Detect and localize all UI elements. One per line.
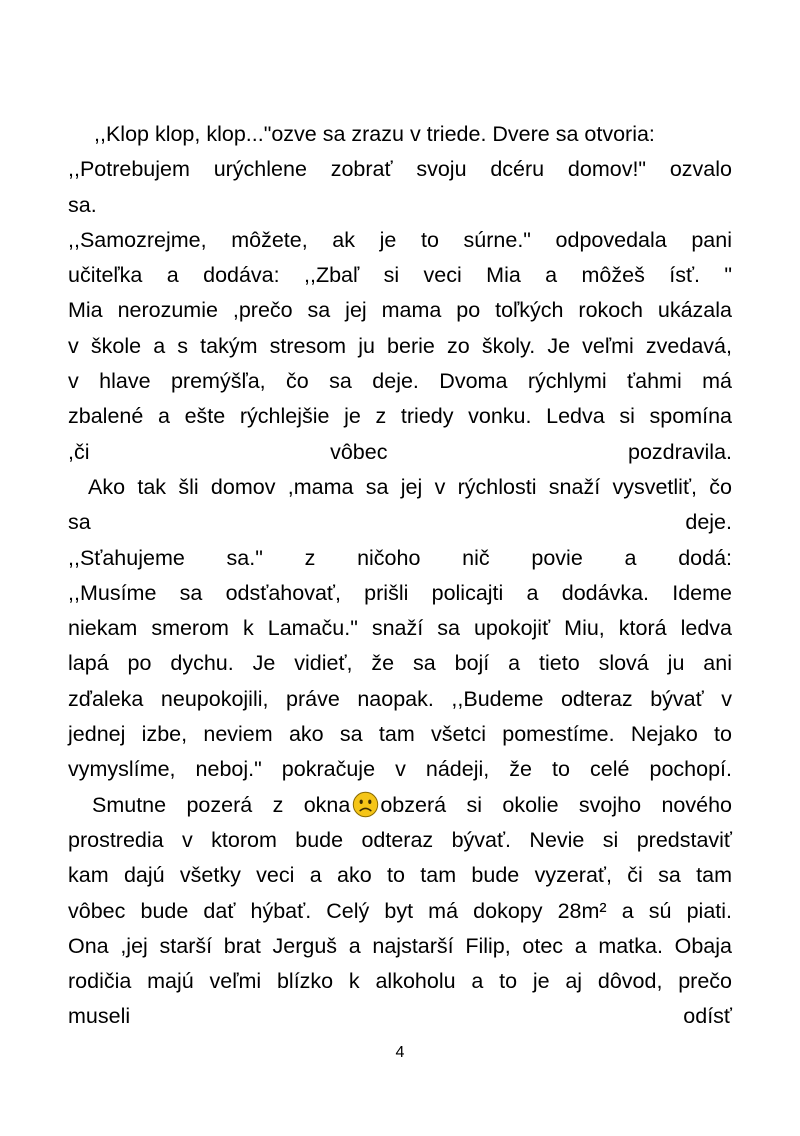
text-line-19: vymyslíme, neboj." pokračuje v nádeji, že to celé pochopí. bbox=[68, 757, 732, 782]
text-line-12: sa deje. bbox=[68, 510, 732, 535]
text-line-20-start: Smutne pozerá z okna bbox=[92, 792, 351, 817]
text-line-24: Ona ,jej starší brat Jerguš a najstarší Filip, otec a matka. Obaja bbox=[68, 933, 732, 958]
text-line-20-end: obzerá si okolie svojho nového bbox=[380, 792, 732, 817]
text-line-8: v hlave premýšľa, čo sa deje. Dvoma rýchlymi ťahmi má bbox=[68, 369, 732, 394]
text-line-17: zďaleka neupokojili, práve naopak. ,,Budeme odteraz bývať v bbox=[68, 686, 732, 711]
page-number: 4 bbox=[395, 1044, 405, 1061]
text-line-11: Ako tak šli domov ,mama sa jej v rýchlosti snaží vysvetliť, čo bbox=[88, 474, 732, 499]
text-line-6: Mia nerozumie ,prečo sa jej mama po toľkých rokoch ukázala bbox=[68, 298, 732, 323]
text-line-14: ,,Musíme sa odsťahovať, prišli policajti a dodávka. Ideme bbox=[68, 580, 732, 605]
text-line-7: v škole a s takým stresom ju berie zo školy. Je veľmi zvedavá, bbox=[68, 333, 732, 358]
text-line-26: museli odísť bbox=[68, 1004, 732, 1029]
sad-face-icon bbox=[352, 791, 379, 818]
text-line-18: jednej izbe, neviem ako sa tam všetci pomestíme. Nejako to bbox=[68, 722, 732, 747]
text-line-20 bbox=[68, 788, 732, 823]
text-line-3: sa. bbox=[68, 192, 97, 217]
text-line-15: niekam smerom k Lamaču." snaží sa upokojiť Miu, ktorá ledva bbox=[68, 616, 732, 641]
text-line-4: ,,Samozrejme, môžete, ak je to súrne." odpovedala pani bbox=[68, 227, 732, 252]
text-line-9: zbalené a ešte rýchlejšie je z triedy vonku. Ledva si spomína bbox=[68, 404, 732, 429]
text-line-5: učiteľka a dodáva: ,,Zbaľ si veci Mia a môžeš ísť. " bbox=[68, 263, 732, 288]
page-body bbox=[68, 117, 732, 1035]
text-line-23: vôbec bude dať hýbať. Celý byt má dokopy 28m² a sú piati. bbox=[68, 898, 732, 923]
text-line-2: ,,Potrebujem urýchlene zobrať svoju dcéru domov!" ozvalo bbox=[68, 157, 732, 182]
text-line-22: kam dajú všetky veci a ako to tam bude vyzerať, či sa tam bbox=[68, 863, 732, 888]
text-line-13: ,,Sťahujeme sa." z ničoho nič povie a dodá: bbox=[68, 545, 732, 570]
text-line-10: ,či vôbec pozdravila. bbox=[68, 439, 732, 464]
text-line-21: prostredia v ktorom bude odteraz bývať. Nevie si predstaviť bbox=[68, 827, 732, 852]
text-line-25: rodičia majú veľmi blízko k alkoholu a to je aj dôvod, prečo bbox=[68, 969, 732, 994]
text-line-1: ,,Klop klop, klop..."ozve sa zrazu v triede. Dvere sa otvoria: bbox=[94, 122, 655, 146]
text-line-16: lapá po dychu. Je vidieť, že sa bojí a tieto slová ju ani bbox=[68, 651, 732, 676]
